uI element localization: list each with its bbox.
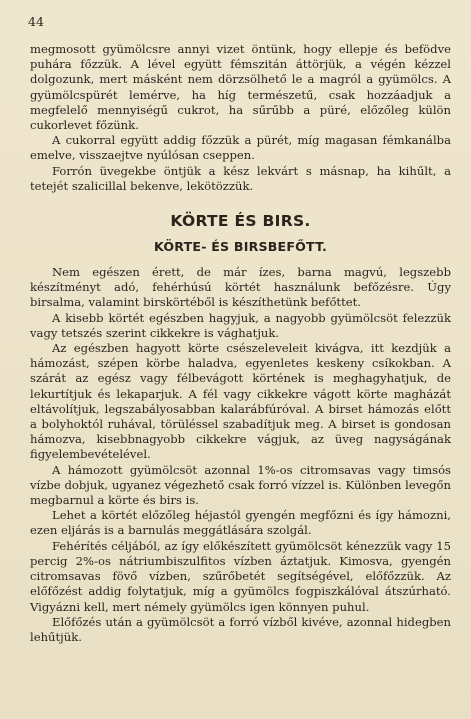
page-number: 44 bbox=[28, 14, 44, 29]
paragraph: Előfőzés után a gyümölcsöt a forró vízből kivéve, azonnal hidegben lehűtjük. bbox=[30, 614, 451, 644]
paragraph: Forrón üvegekbe öntjük a kész lekvárt s másnap, ha kihűlt, a tetejét szalicillal bekenve, lekötözzük. bbox=[30, 163, 451, 193]
paragraph: Lehet a körtét előzőleg héjastól gyengén megfőzni és így hámozni, ezen eljárás is a barnulás meggátlására szolgál. bbox=[30, 508, 451, 538]
paragraph: A cukorral együtt addig főzzük a pürét, míg magasan fémkanálba emelve, visszaejtve nyúlósan cseppen. bbox=[30, 133, 451, 163]
paragraph-continued: megmosott gyümölcsre annyi vizet öntünk, hogy ellepje és befödve puhára főzzük. A lével együtt fémszitán áttörjük, a végén kézzel dolgozunk, mert másként nem dörzsölhető le a magról a gyümölcs. A gyümölcspürét lemérve, ha híg természetű, csak hozzáadjuk a megfelelő mennyiségű cukrot, ha sűrűbb a püré, előzőleg külön cukorlevet főzünk. bbox=[30, 42, 451, 133]
section-title: KÖRTE ÉS BIRS. bbox=[170, 212, 311, 231]
paragraph: A hámozott gyümölcsöt azonnal 1%-os citromsavas vagy timsós vízbe dobjuk, ugyanez végezhető csak forró vízzel is. Különben levegőn megbarnul a körte és birs is. bbox=[30, 462, 451, 508]
paragraph: Nem egészen érett, de már ízes, barna magvú, legszebb készítményt adó, fehérhúsú körtét használunk befőzésre. Úgy birsalma, valamint birskörtéből is készíthetünk befőttet. bbox=[30, 265, 451, 310]
paragraph: A kisebb körtét egészben hagyjuk, a nagyobb gyümölcsöt felezzük vagy tetszés szerint cikkekre is vághatjuk. bbox=[30, 310, 451, 340]
paragraph: Az egészben hagyott körte csészeleveleit kivágva, itt kezdjük a hámozást, szépen körbe haladva, egyenletes keskeny csíkokban. A szárát az egész vagy félbevágott körtének is meghagyhatjuk, de lekurtítjuk és lekaparjuk. A fél vagy cikkekre vágott körte magházát eltávolítjuk, legszabályosabban kalarábfúróval. A birset hámozás előtt a bolyhoktól ruhával, törüléssel szabadítjuk meg. A birset is gondosan hámozva, kisebbnagyobb cikkekre vágjuk, az üveg nagyságának figyelembevételével. bbox=[30, 341, 451, 462]
paragraph: Fehérítés céljából, az így előkészített gyümölcsöt kénezzük vagy 15 percig 2%-os nátriumbiszulfitos vízben áztatjuk. Kimosva, gyengén citromsavas fövő vízben, szűrőbetét segítségével, előfőzzük. Az előfőzést addig folytatjuk, míg a gyümölcs fogpiszkálóval átszúrható. Vigyázni kell, mert némely gyümölcs igen könnyen puhul. bbox=[30, 538, 451, 614]
subsection-title: KÖRTE- ÉS BIRSBEFŐTT. bbox=[154, 239, 327, 255]
